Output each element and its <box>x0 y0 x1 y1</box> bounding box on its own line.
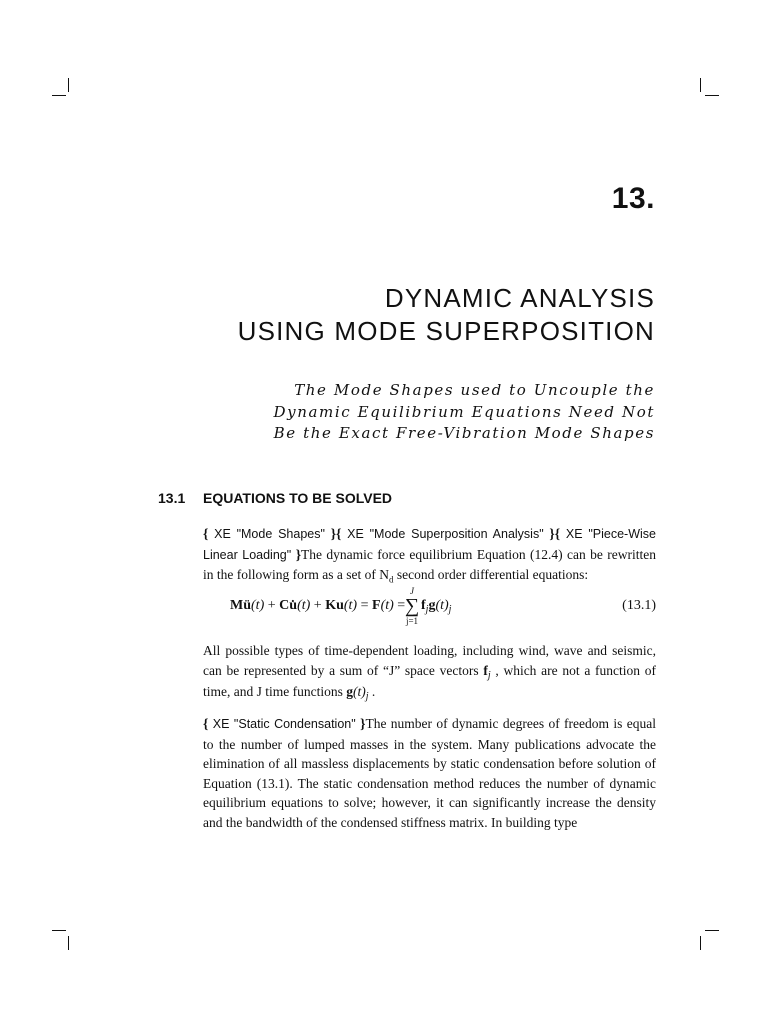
crop-mark-top-right-v <box>700 78 701 92</box>
crop-mark-bottom-right-h <box>705 930 719 931</box>
crop-mark-bottom-right-v <box>700 936 701 950</box>
field-brace-close: } <box>549 526 555 541</box>
field-brace-close: } <box>360 716 366 731</box>
index-field-code: XE "Mode Superposition Analysis" <box>341 527 550 541</box>
function-g: g <box>346 684 353 700</box>
paragraph-loading: All possible types of time-dependent loading, including wind, wave and seismic, can be represented by a sum of “J” space vectors $f_j$ , which are not a function of time, and J time functions $g(t)_j$ . <box>203 643 656 703</box>
chapter-title-line-2: USING MODE SUPERPOSITION <box>237 316 655 346</box>
equation-rhs: $f_jg(t)_j$ <box>421 598 452 615</box>
epigraph-line-3: Be the Exact Free-Vibration Mode Shapes <box>273 424 655 442</box>
epigraph-line-1: The Mode Shapes used to Uncouple the <box>294 381 655 399</box>
index-field-code: XE "Mode Shapes" <box>208 527 331 541</box>
crop-mark-top-right-h <box>705 95 719 96</box>
crop-mark-bottom-left-v <box>68 936 69 950</box>
paragraph-text: The dynamic force equilibrium Equation (12.4) can be rewritten in the following form as a set of N <box>203 546 657 583</box>
section-number: 13.1 <box>158 490 186 506</box>
chapter-epigraph <box>274 380 656 445</box>
epigraph-line-2: Dynamic Equilibrium Equations Need Not <box>273 402 655 421</box>
chapter-title-line-1: DYNAMIC ANALYSIS <box>384 283 655 313</box>
chapter-title <box>238 282 655 348</box>
crop-mark-top-left-v <box>68 78 69 92</box>
paragraph-text: second order differential equations: <box>393 567 589 583</box>
field-brace-close: } <box>295 546 302 562</box>
chapter-number: 13. <box>611 182 655 215</box>
paragraph-text: The number of dynamic degrees of freedom is equal to the number of lumped masses in the system. Many publications advocate the elimination of all massless displacements by static condensation before solution of Equation (13.1). The static condensation method reduces the number of dynamic equilibrium equations to solve; however, it can significantly increase the density and the bandwidth of the condensed stiffness matrix. In building type <box>203 716 656 830</box>
paragraph-intro <box>203 524 656 590</box>
field-brace-open: { <box>203 716 209 731</box>
section-title: EQUATIONS TO BE SOLVED <box>203 490 393 506</box>
field-brace-open: { <box>554 526 561 541</box>
field-brace-close: } <box>330 526 337 541</box>
summation-symbol: J ∑ j=1 <box>404 586 420 626</box>
equation-13-1 <box>230 586 656 632</box>
equation-lhs: Mü(t) + Cu̇(t) + Ku(t) = F(t) = <box>230 598 406 613</box>
section-heading <box>158 490 392 506</box>
index-field-code: XE "Static Condensation" <box>208 717 361 731</box>
crop-mark-bottom-left-h <box>52 930 66 931</box>
subscript-d: d <box>388 574 394 585</box>
equation-number: (13.1) <box>622 598 656 613</box>
field-brace-open: { <box>203 526 209 541</box>
field-brace-open: { <box>336 526 342 541</box>
vector-f: f <box>483 662 488 678</box>
index-field-code: XE "Piece-Wise Linear Loading" <box>203 527 656 562</box>
crop-mark-top-left-h <box>52 95 66 96</box>
paragraph-static-condensation <box>203 714 656 833</box>
